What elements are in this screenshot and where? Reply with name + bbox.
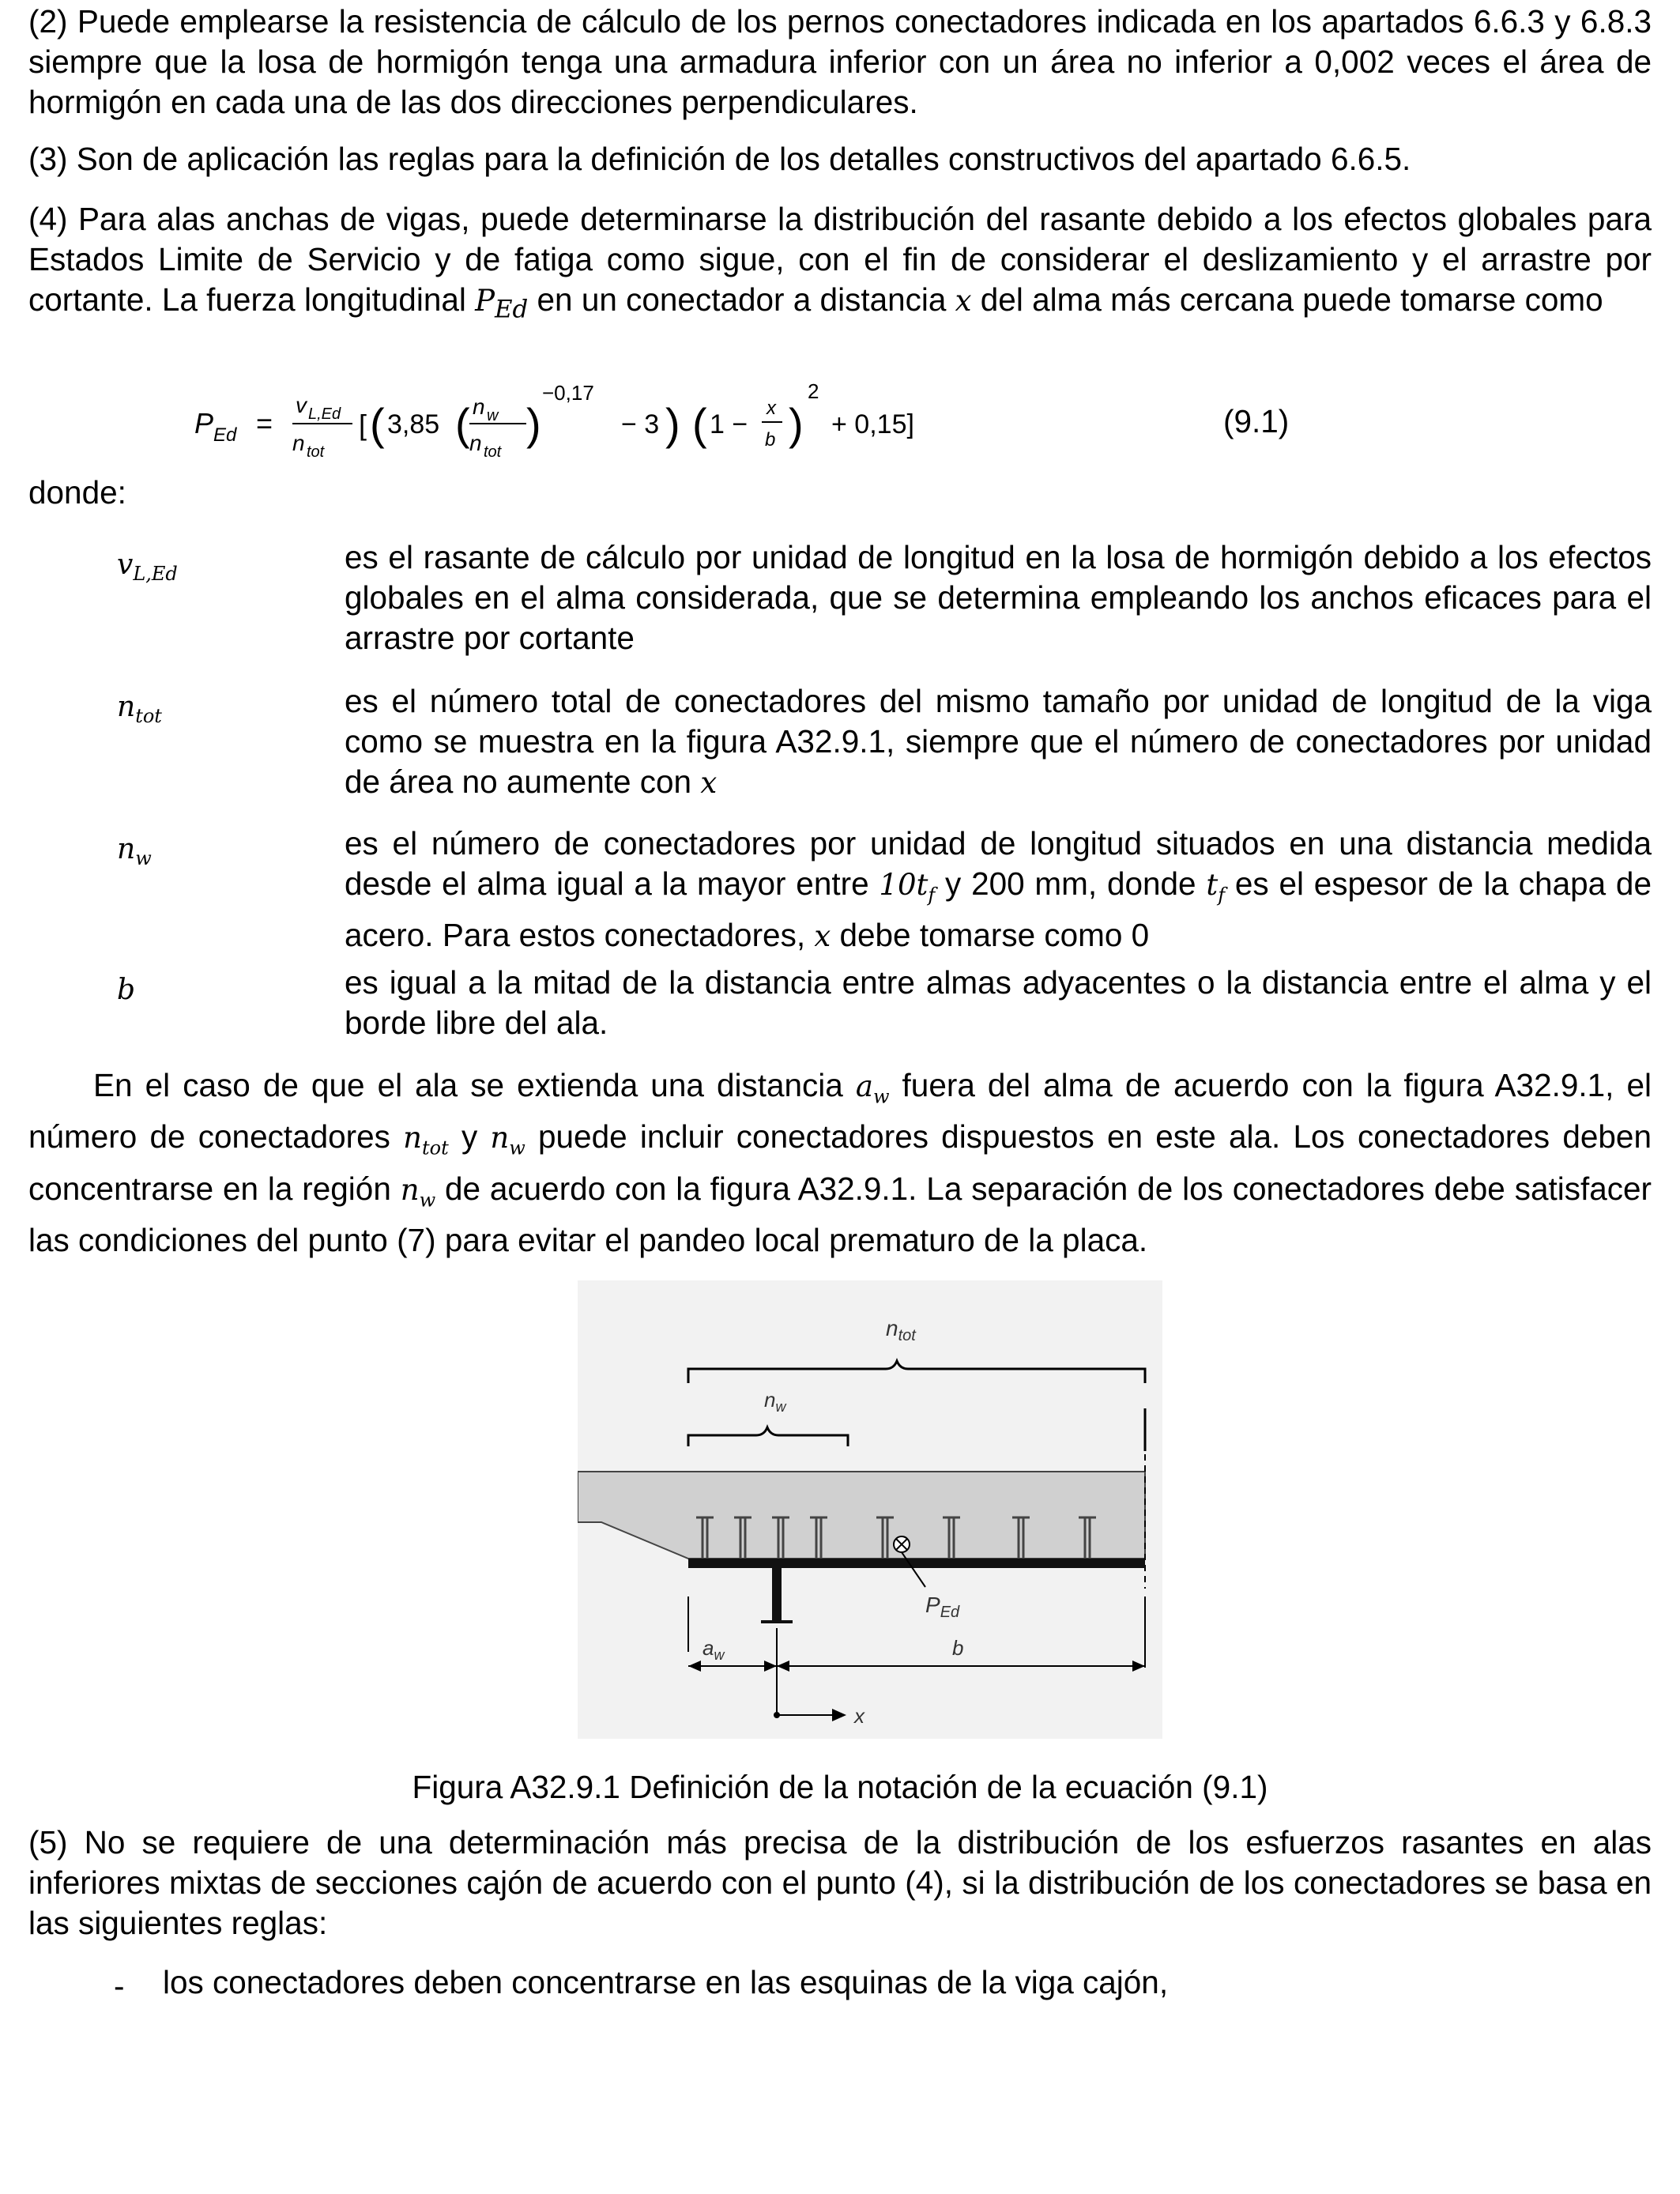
steel-plate [688,1559,1145,1568]
equation-number: (9.1) [1223,403,1290,439]
paragraph-4b: En el caso de que el ala se extienda una distancia $a_w$ fuera del alma de acuerdo con la figura A32.9.1, el número de conectadores $n_{tot}$ y $n_w$ puede incluir conectadores dispuestos en este ala. Los conectadores deben concentrarse en la región $n_w$ de acuerdo con la figura A32.9.1. La separación de los conectadores debe satisfacer las condiciones del punto (7) para evitar el pandeo local prematuro de la placa. [28,1067,1652,1259]
paragraph-2: (2) Puede emplearse la resistencia de cálculo de los pernos conectadores indicada en los apartados 6.6.3 y 6.8.3 siempre que la losa de hormigón tenga una armadura inferior con un área no inferior a 0,002 veces el área de hormigón en cada una de las dos direcciones perpendiculares. [28,3,1652,120]
paragraph-5: (5) No se requiere de una determinación más precisa de la distribución de los esfuerzos rasantes en alas inferiores mixtas de secciones cajón de acuerdo con el punto (4), si la distribución de los conectadores se basa en las siguientes reglas: [28,1824,1652,1941]
label-nw: $n_w$ [764,1388,786,1415]
label-b: b [952,1636,964,1660]
svg-text:w: w [487,407,499,424]
svg-text:): ) [789,399,804,449]
svg-text:(: ( [692,399,707,449]
svg-text:3,85: 3,85 [387,409,440,439]
def-text-vled: es el rasante de cálculo por unidad de longitud en la losa de hormigón debido a los efectos globales en el alma considerada, que se determina empleando los anchos eficaces para el arrastre por cortante [345,539,1652,656]
bullet-dash: - [114,1968,125,2004]
eq-lhs: P [194,407,214,439]
bullet-item: los conectadores deben concentrarse en las esquinas de la viga cajón, [163,1964,1169,2000]
symbol-p-ed: $P_{Ed}$ [475,284,529,324]
label-ped: $P_{Ed}$ [925,1593,960,1621]
svg-text:): ) [526,399,541,449]
label-aw: $a_w$ [703,1636,725,1663]
svg-text:−0,17: −0,17 [542,381,594,405]
concrete-slab [578,1472,1145,1559]
label-ntot: $n_{tot}$ [886,1316,916,1344]
svg-text:b: b [765,429,776,450]
label-x: x [854,1704,864,1728]
svg-text:[: [ [359,409,367,441]
svg-text:Ed: Ed [213,424,237,446]
svg-text:(: ( [455,399,470,449]
equation-9-1 [163,378,1506,465]
def-text-b: es igual a la mitad de la distancia entre almas adyacentes o la distancia entre el alma y el borde libre del ala. [345,964,1652,1041]
svg-text:n: n [292,431,305,455]
svg-text:1 −: 1 − [710,409,748,439]
svg-text:n: n [469,431,482,455]
def-text-ntot: es el número total de conectadores del mismo tamaño por unidad de longitud de la viga como se muestra en la figura A32.9.1, siempre que el número de conectadores por unidad de área no aumente con x [345,683,1652,800]
svg-text:(: ( [370,399,385,449]
def-symbol-ntot: $n_{tot}$ [117,691,162,728]
svg-text:2: 2 [808,379,819,403]
paragraph-4: (4) Para alas anchas de vigas, puede determinarse la distribución del rasante debido a los efectos globales para Estados Limite de Servicio y de fatiga como sigue, con el fin de considerar el deslizamiento y el arrastre por cortante. La fuerza longitudinal $P_{Ed}$ en un conectador a distancia x del alma más cercana puede tomarse como [28,201,1652,324]
symbol-x: x [955,284,972,318]
svg-text:+ 0,15]: + 0,15] [831,409,914,439]
svg-text:tot: tot [484,443,502,461]
figure-caption: Figura A32.9.1 Definición de la notación de la ecuación (9.1) [412,1769,1268,1805]
web [772,1568,782,1622]
paragraph-3: (3) Son de aplicación las reglas para la definición de los detalles constructivos del apartado 6.6.5. [28,141,1411,177]
svg-text:L,Ed: L,Ed [308,405,341,423]
figure-a32-9-1 [578,1280,1162,1739]
svg-text:): ) [665,399,680,449]
svg-text:n: n [473,394,485,419]
donde-label: donde: [28,474,126,511]
svg-text:− 3: − 3 [621,409,660,439]
svg-text:x: x [767,398,776,419]
def-text-nw: es el número de conectadores por unidad de longitud situados en una distancia medida desde el alma igual a la mayor entre $10t_f$ y 200 mm, donde $t_f$ es el espesor de la chapa de acero. Para estos conectadores, x debe tomarse como 0 [345,825,1652,954]
def-symbol-b: b [117,974,136,1006]
svg-text:=: = [256,407,273,439]
svg-text:v: v [296,393,307,417]
def-symbol-vled: $v_{L,Ed}$ [117,548,178,586]
svg-text:tot: tot [307,443,325,461]
def-symbol-nw: $n_w$ [117,833,152,870]
